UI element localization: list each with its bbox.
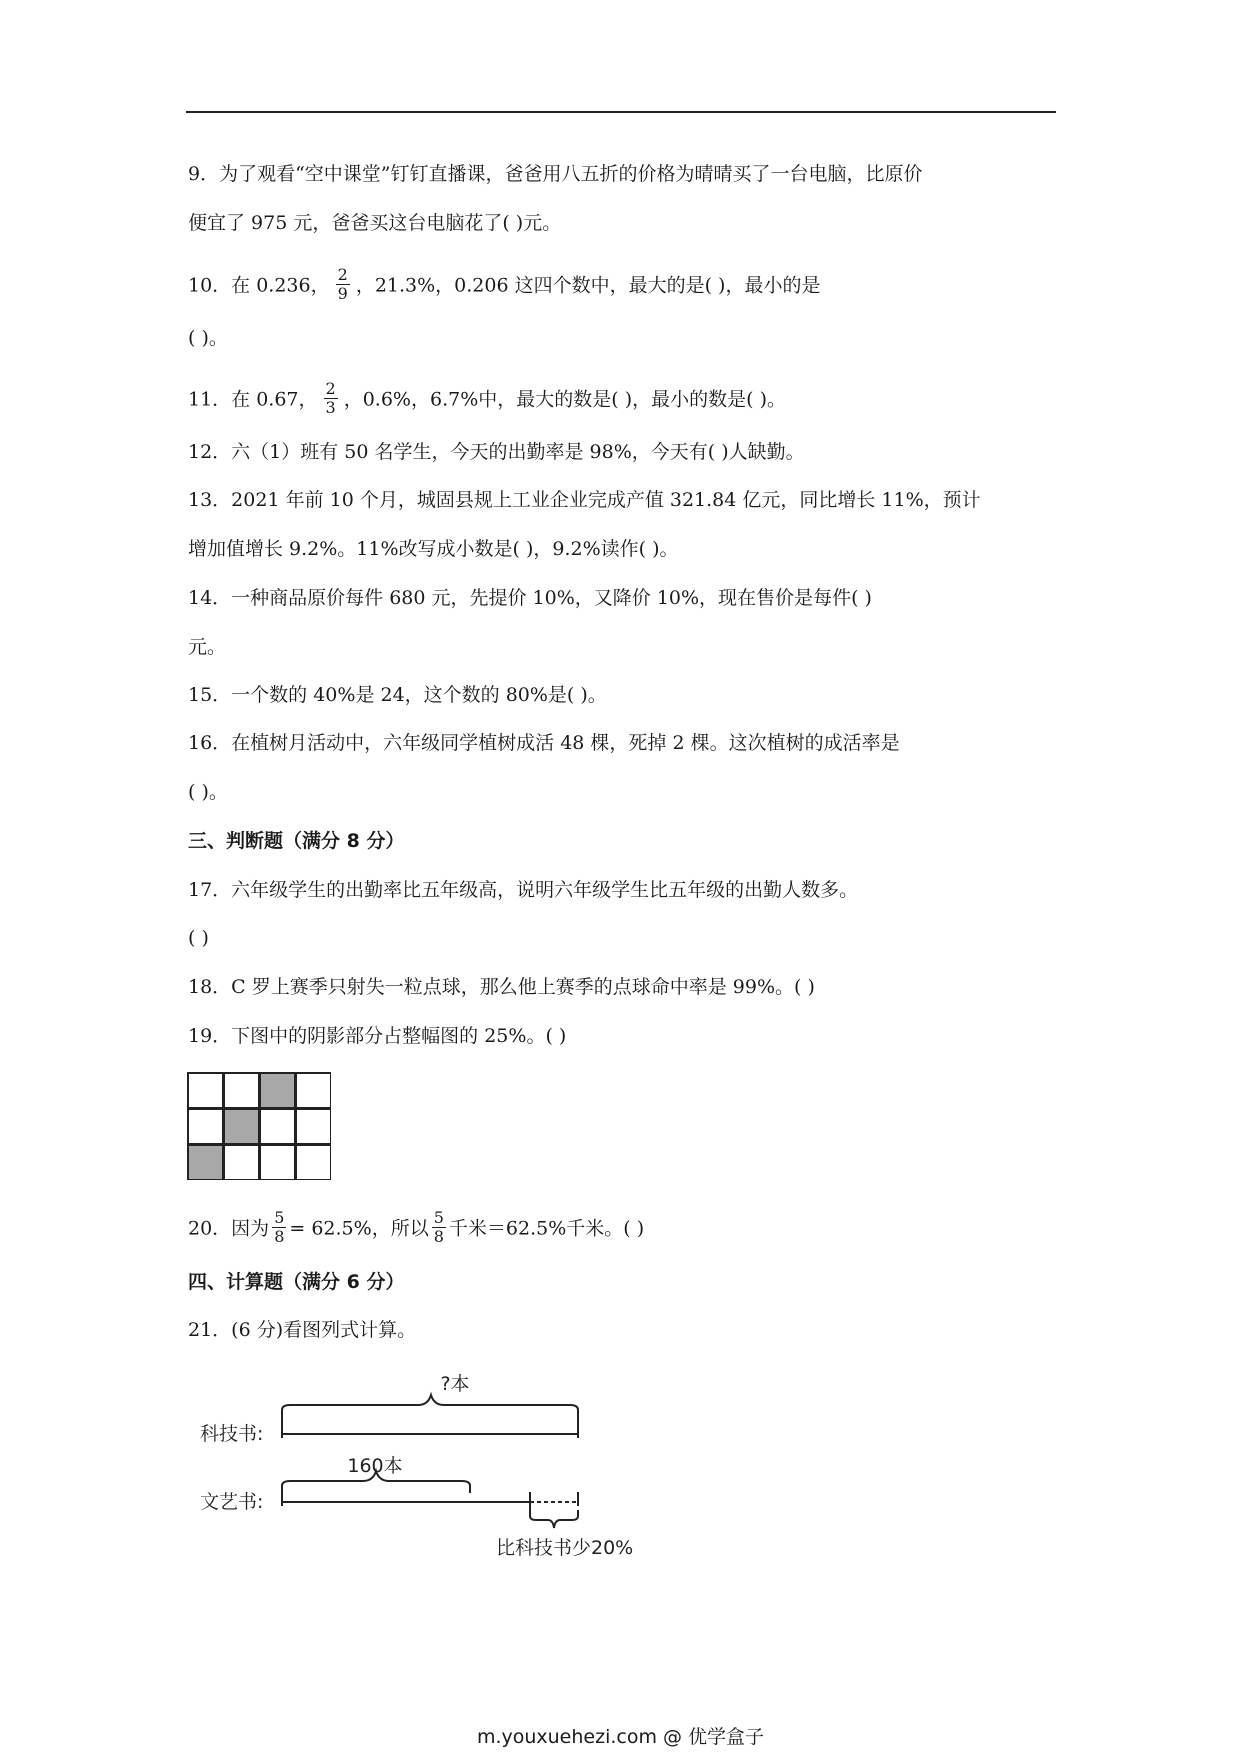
q20-pre: 20．因为 [188, 1217, 270, 1240]
q20-mid: = 62.5%，所以 [289, 1217, 429, 1240]
q19-shaded-grid [187, 1072, 331, 1180]
q11-pre: 11．在 0.67， [188, 388, 318, 411]
q12-line: 12．六（1）班有 50 名学生，今天的出勤率是 98%，今天有( )人缺勤。 [188, 441, 805, 463]
q20-fraction-2: $\frac{5}{8}$ [433, 1208, 444, 1246]
top-brace [282, 1395, 578, 1422]
grid-cell [188, 1073, 223, 1108]
q16-line1: 16．在植树月活动中，六年级同学植树成活 48 棵，死掉 2 棵。这次植树的成活率是 [188, 732, 900, 754]
q15-line: 15．一个数的 40%是 24，这个数的 80%是( )。 [188, 684, 607, 706]
q11-fraction: $\frac{2}{3}$ [325, 379, 336, 417]
q11-post: ，0.6%，6.7%中，最大的数是( )，最小的数是( )。 [343, 388, 786, 411]
mid-label: 160本 [347, 1455, 403, 1477]
bottom-brace [530, 1510, 578, 1528]
q10-line1 [188, 265, 821, 305]
q10-fraction: $\frac{2}{9}$ [337, 265, 348, 303]
q19-grid-svg [187, 1072, 331, 1180]
q14-line2: 元。 [188, 636, 227, 658]
grid-cell [188, 1109, 223, 1144]
q9-line2: 便宜了 975 元，爸爸买这台电脑花了( )元。 [188, 212, 562, 234]
section-4-heading: 四、计算题（满分 6 分） [188, 1271, 405, 1293]
q20-fraction-1: $\frac{5}{8}$ [274, 1208, 285, 1246]
grid-cell [296, 1073, 331, 1108]
grid-cell-shaded [260, 1073, 295, 1108]
q11-line [188, 379, 786, 419]
q18-line: 18．C 罗上赛季只射失一粒点球，那么他上赛季的点球命中率是 99%。( ) [188, 976, 815, 998]
grid-cell-shaded [224, 1109, 259, 1144]
bottom-label: 比科技书少20% [496, 1537, 634, 1559]
top-label: ?本 [440, 1373, 470, 1395]
q16-line2: ( )。 [188, 781, 228, 803]
header-rule [186, 111, 1056, 113]
footer-watermark: m.youxuehezi.com @ 优学盒子 [476, 1726, 765, 1748]
q13-line1: 13．2021 年前 10 个月，城固县规上工业企业完成产值 321.84 亿元，同比增长 11%，预计 [188, 489, 981, 511]
q10-line2: ( )。 [188, 327, 228, 349]
q21-line: 21．(6 分)看图列式计算。 [188, 1319, 417, 1341]
q10-post: ，21.3%，0.206 这四个数中，最大的是( )，最小的是 [355, 274, 821, 297]
grid-cell [260, 1109, 295, 1144]
grid-cell [224, 1073, 259, 1108]
q17-line1: 17．六年级学生的出勤率比五年级高，说明六年级学生比五年级的出勤人数多。 [188, 879, 859, 901]
grid-cell-shaded [188, 1145, 223, 1180]
label-science-books: 科技书: [200, 1423, 264, 1445]
q19-line: 19．下图中的阴影部分占整幅图的 25%。( ) [188, 1025, 567, 1047]
section-3-heading: 三、判断题（满分 8 分） [188, 830, 405, 852]
q10-pre: 10．在 0.236， [188, 274, 330, 297]
grid-cell [224, 1145, 259, 1180]
grid-cell [296, 1109, 331, 1144]
grid-cell [260, 1145, 295, 1180]
q14-line1: 14．一种商品原价每件 680 元，先提价 10%，又降价 10%，现在售价是每件( ) [188, 587, 872, 609]
q9-line1: 9．为了观看“空中课堂”钉钉直播课，爸爸用八五折的价格为晴晴买了一台电脑，比原价 [188, 163, 923, 185]
q20-line [188, 1208, 645, 1248]
q13-line2: 增加值增长 9.2%。11%改写成小数是( )，9.2%读作( )。 [188, 538, 679, 560]
q17-line2: ( ) [188, 927, 209, 949]
grid-cell [296, 1145, 331, 1180]
q21-diagram-svg [190, 1360, 710, 1570]
q21-line-diagram [190, 1360, 710, 1570]
label-literature-books: 文艺书: [200, 1491, 264, 1513]
q20-post: 千米＝62.5%千米。( ) [448, 1217, 645, 1240]
